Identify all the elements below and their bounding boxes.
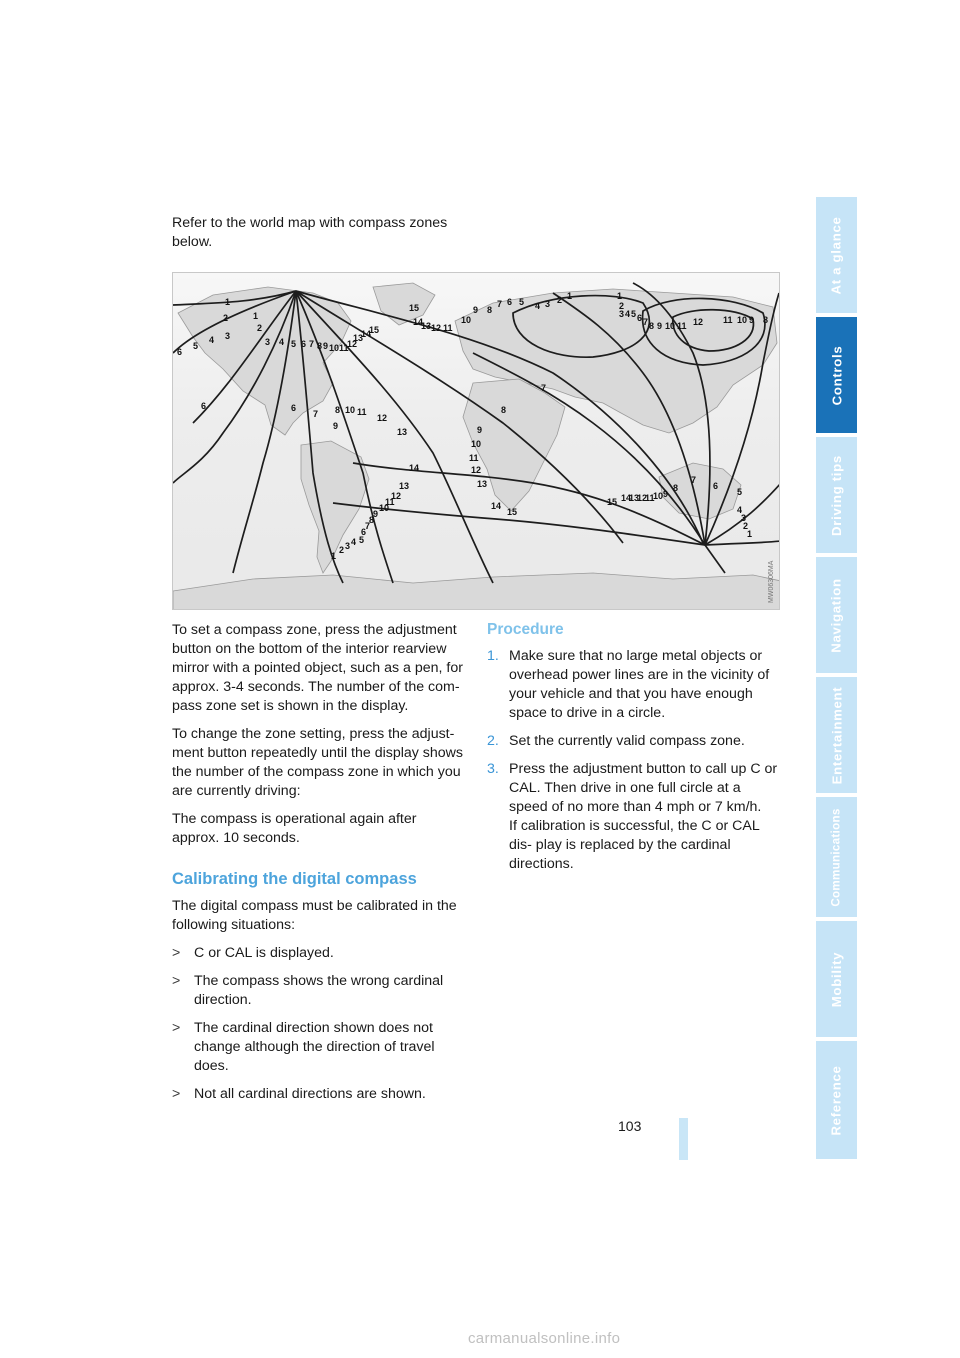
zone-label: 12 (693, 317, 704, 327)
zone-label: 3 (545, 299, 551, 309)
zone-label: 11 (645, 493, 655, 503)
zone-label: 6 (361, 527, 367, 537)
zone-label: 12 (637, 493, 648, 503)
zone-label: 5 (359, 535, 365, 545)
zone-label: 9 (749, 315, 755, 325)
zone-label: 12 (391, 491, 402, 501)
zone-label: 15 (409, 303, 420, 313)
zone-label: 12 (471, 465, 482, 475)
zone-label: 5 (519, 297, 525, 307)
tab-label: Mobility (829, 951, 845, 1007)
zone-label: 8 (369, 515, 375, 525)
zone-line (705, 541, 780, 545)
zone-label: 10 (461, 315, 472, 325)
zone-label: 10 (379, 503, 390, 513)
zone-label: 9 (657, 321, 663, 331)
zone-label: 10 (345, 405, 356, 415)
zone-label: 7 (643, 317, 649, 327)
zone-label: 10 (737, 315, 748, 325)
calibration-situations (172, 944, 464, 1104)
zone-label: 3 (741, 513, 747, 523)
zone-change-instructions: To change the zone setting, press the adjust- ment button repeatedly until the display shows the number of the compass zone in which you are currently driving: (172, 726, 464, 799)
zone-label: 1 (747, 529, 753, 539)
intro-text: Refer to the world map with compass zones below. (172, 215, 448, 250)
list-item-text: The cardinal direction shown does not change although the direction of travel does. (194, 1020, 435, 1074)
procedure-heading: Procedure (487, 621, 564, 638)
tab-label: Reference (829, 1064, 845, 1136)
zone-label: 1 (225, 297, 231, 307)
zone-label: 5 (193, 341, 199, 351)
zone-label: 4 (279, 337, 285, 347)
zone-label: 12 (347, 339, 358, 349)
zone-label: 9 (373, 509, 379, 519)
zone-label: 14 (621, 493, 632, 503)
zone-label: 2 (339, 545, 345, 555)
landmass-antarctica (173, 573, 780, 610)
zone-label: 9 (473, 305, 479, 315)
zone-label: 9 (323, 341, 329, 351)
zone-label: 11 (677, 321, 687, 331)
zone-label: 7 (691, 475, 697, 485)
tab-label: At a glance (829, 215, 844, 295)
zone-label: 11 (723, 315, 733, 325)
step-text: Make sure that no large metal objects or overhead power lines are in the vicinity of your vehicle and that you have enough space to drive in a circle. (509, 648, 770, 721)
step-item (487, 647, 782, 723)
zone-label: 3 (265, 337, 271, 347)
zone-label: 7 (313, 409, 319, 419)
zone-label: 13 (629, 493, 640, 503)
chapter-tabs (816, 197, 857, 1159)
step-text: Set the currently valid compass zone. (509, 733, 745, 749)
step-text: Press the adjustment button to call up C or CAL. Then drive in one full circle at a speed of no more than 4 mph or 7 km/h. (509, 761, 778, 815)
zone-label: 11 (443, 323, 453, 333)
zone-label: 7 (541, 383, 547, 393)
zone-label: 6 (713, 481, 719, 491)
zone-label: 3 (225, 331, 231, 341)
zone-label: 10 (329, 343, 340, 353)
zone-label: 14 (491, 501, 502, 511)
zone-label: 15 (369, 325, 380, 335)
bullet-marker: > (172, 945, 181, 961)
list-item-text: The compass shows the wrong cardinal direction. (194, 973, 444, 1008)
zone-label: 1 (331, 551, 337, 561)
zone-label: 8 (673, 483, 679, 493)
zone-label: 10 (471, 439, 482, 449)
bullet-marker: > (172, 1020, 181, 1036)
step-number: 3. (487, 761, 499, 777)
zone-label: 5 (631, 309, 637, 319)
zone-label: 6 (637, 313, 643, 323)
tab-at-a-glance[interactable] (816, 197, 857, 313)
zone-label: 9 (663, 489, 669, 499)
tab-reference[interactable] (816, 1041, 857, 1159)
list-item (172, 1019, 464, 1076)
page-number: 103 (618, 1118, 642, 1134)
map-code: MW06306MA (768, 560, 775, 603)
zone-line (705, 545, 725, 573)
zone-label: 6 (507, 297, 513, 307)
zone-label: 9 (333, 421, 339, 431)
zone-label: 13 (399, 481, 410, 491)
world-map-drawing (173, 273, 780, 610)
zone-label: 4 (535, 301, 541, 311)
zone-label: 4 (351, 537, 357, 547)
tab-driving-tips[interactable] (816, 437, 857, 553)
left-column (172, 621, 464, 1113)
zone-label: 13 (477, 479, 488, 489)
zone-label: 6 (177, 347, 183, 357)
zone-label: 1 (253, 311, 259, 321)
zone-label: 6 (301, 339, 307, 349)
zone-set-instructions: To set a compass zone, press the adjustment button on the bottom of the interior rearview mirror with a pointed object, such as a pen, for approx. 3-4 seconds. The number of the com- pass zone set is shown in the display. (172, 622, 463, 714)
zone-label: 1 (617, 291, 623, 301)
zone-label: 11 (339, 343, 349, 353)
zone-label: 3 (345, 541, 351, 551)
zone-label: 2 (557, 295, 563, 305)
zone-label: 11 (357, 407, 367, 417)
tab-label: Controls (829, 345, 844, 405)
zone-label: 15 (607, 497, 618, 507)
tab-label: Driving tips (829, 454, 845, 536)
zone-label: 2 (743, 521, 749, 531)
tab-entertainment[interactable] (816, 677, 857, 793)
zone-label: 13 (353, 333, 364, 343)
zone-label: 7 (309, 339, 315, 349)
compass-zone-world-map (172, 272, 780, 610)
zone-label: 5 (291, 339, 297, 349)
zone-label: 7 (365, 521, 371, 531)
list-item (172, 944, 464, 963)
zone-label: 4 (209, 335, 215, 345)
zone-label: 12 (431, 323, 442, 333)
zone-label: 9 (477, 425, 483, 435)
operational-note: The compass is operational again after approx. 10 seconds. (172, 811, 417, 846)
step-number: 2. (487, 733, 499, 749)
zone-label: 7 (497, 299, 503, 309)
bullet-marker: > (172, 1086, 181, 1102)
step-item (487, 732, 782, 751)
zone-label: 14 (409, 463, 420, 473)
landmass-greenland (373, 283, 435, 325)
step-text-continued: If calibration is successful, the C or CAL dis- play is replaced by the cardinal directions. (509, 818, 760, 872)
zone-label: 14 (413, 317, 424, 327)
tab-mobility[interactable] (816, 921, 857, 1037)
bullet-marker: > (172, 973, 181, 989)
calibration-intro: The digital compass must be calibrated in the following situations: (172, 898, 457, 933)
zone-label: 6 (291, 403, 297, 413)
landmass-australia (659, 463, 741, 519)
zone-label: 2 (257, 323, 263, 333)
zone-label: 10 (665, 321, 676, 331)
zone-label: 14 (361, 329, 372, 339)
tab-navigation[interactable] (816, 557, 857, 673)
site-watermark: carmanualsonline.info (468, 1330, 621, 1347)
zone-label: 2 (619, 301, 625, 311)
zone-label: 11 (385, 497, 395, 507)
zone-label: 13 (397, 427, 408, 437)
zone-label: 2 (223, 313, 229, 323)
zone-label: 15 (507, 507, 518, 517)
step-number: 1. (487, 648, 499, 664)
zone-label: 8 (649, 321, 655, 331)
zone-label: 8 (335, 405, 341, 415)
zone-label: 3 (619, 309, 625, 319)
tab-label: Communications (830, 807, 843, 907)
page-number-bar (679, 1118, 688, 1160)
zone-label: 8 (763, 315, 769, 325)
zone-label: 1 (567, 291, 573, 301)
list-item (172, 972, 464, 1010)
zone-label: 6 (201, 401, 207, 411)
zone-label: 8 (487, 305, 493, 315)
tab-communications[interactable] (816, 797, 857, 917)
tab-label: Entertainment (829, 686, 845, 784)
zone-label: 11 (469, 453, 479, 463)
zone-label: 4 (737, 505, 743, 515)
procedure-steps (487, 647, 782, 874)
tab-controls[interactable] (816, 317, 857, 433)
tab-label: Navigation (829, 577, 845, 653)
zone-label: 10 (653, 491, 664, 501)
step-item (487, 760, 782, 874)
zone-label: 8 (317, 341, 323, 351)
list-item-text: C or CAL is displayed. (194, 945, 334, 961)
right-column (487, 621, 782, 883)
zone-label: 12 (377, 413, 388, 423)
list-item (172, 1085, 464, 1104)
zone-label: 8 (501, 405, 507, 415)
zone-label: 5 (737, 487, 743, 497)
zone-label: 4 (625, 309, 631, 319)
list-item-text: Not all cardinal directions are shown. (194, 1086, 426, 1102)
zone-label: 13 (421, 321, 432, 331)
calibration-heading: Calibrating the digital compass (172, 870, 417, 888)
